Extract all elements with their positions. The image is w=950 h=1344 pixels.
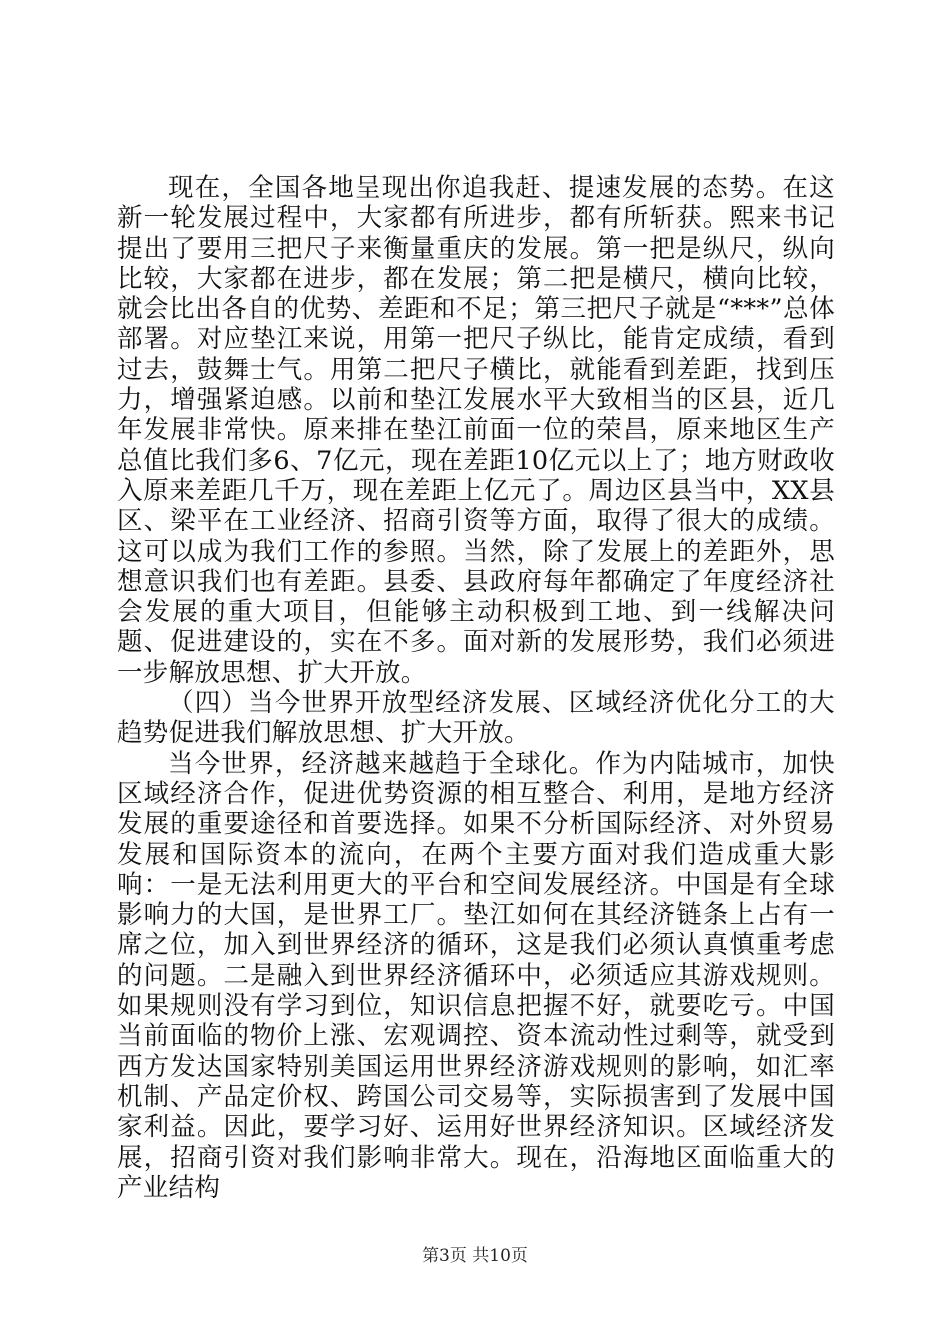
document-body <box>117 173 835 1203</box>
paragraph-heading-four: （四）当今世界开放型经济发展、区域经济优化分工的大趋势促进我们解放思想、扩大开放。 <box>117 688 835 749</box>
page-number-footer: 第3页 共10页 <box>422 1246 528 1266</box>
paragraph-comparison: 现在，全国各地呈现出你追我赶、提速发展的态势。在这新一轮发展过程中，大家都有所进步，都有所斩获。熙来书记提出了要用三把尺子来衡量重庆的发展。第一把是纵尺，纵向比较，大家都在进步，都在发展；第二把是横尺，横向比较，就会比出各自的优势、差距和不足；第三把尺子就是“***”总体部署。对应垫江来说，用第一把尺子纵比，能肯定成绩，看到过去，鼓舞士气。用第二把尺子横比，就能看到差距，找到压力，增强紧迫感。以前和垫江发展水平大致相当的区县，近几年发展非常快。原来排在垫江前面一位的荣昌，原来地区生产总值比我们多6、7亿元，现在差距10亿元以上了；地方财政收入原来差距几千万，现在差距上亿元了。周边区县当中，XX县区、梁平在工业经济、招商引资等方面，取得了很大的成绩。这可以成为我们工作的参照。当然，除了发展上的差距外，思想意识我们也有差距。县委、县政府每年都确定了年度经济社会发展的重大项目，但能够主动积极到工地、到一线解决问题、促进建设的，实在不多。面对新的发展形势，我们必须进一步解放思想、扩大开放。 <box>117 173 835 688</box>
paragraph-globalization: 当今世界，经济越来越趋于全球化。作为内陆城市，加快区域经济合作，促进优势资源的相互整合、利用，是地方经济发展的重要途径和首要选择。如果不分析国际经济、对外贸易发展和国际资本的流向，在两个主要方面对我们造成重大影响：一是无法利用更大的平台和空间发展经济。中国是有全球影响力的大国，是世界工厂。垫江如何在其经济链条上占有一席之位，加入到世界经济的循环，这是我们必须认真慎重考虑的问题。二是融入到世界经济循环中，必须适应其游戏规则。如果规则没有学习到位，知识信息把握不好，就要吃亏。中国当前面临的物价上涨、宏观调控、资本流动性过剩等，就受到西方发达国家特别美国运用世界经济游戏规则的影响，如汇率机制、产品定价权、跨国公司交易等，实际损害到了发展中国家利益。因此，要学习好、运用好世界经济知识。区域经济发展，招商引资对我们影响非常大。现在，沿海地区面临重大的产业结构 <box>117 748 835 1203</box>
